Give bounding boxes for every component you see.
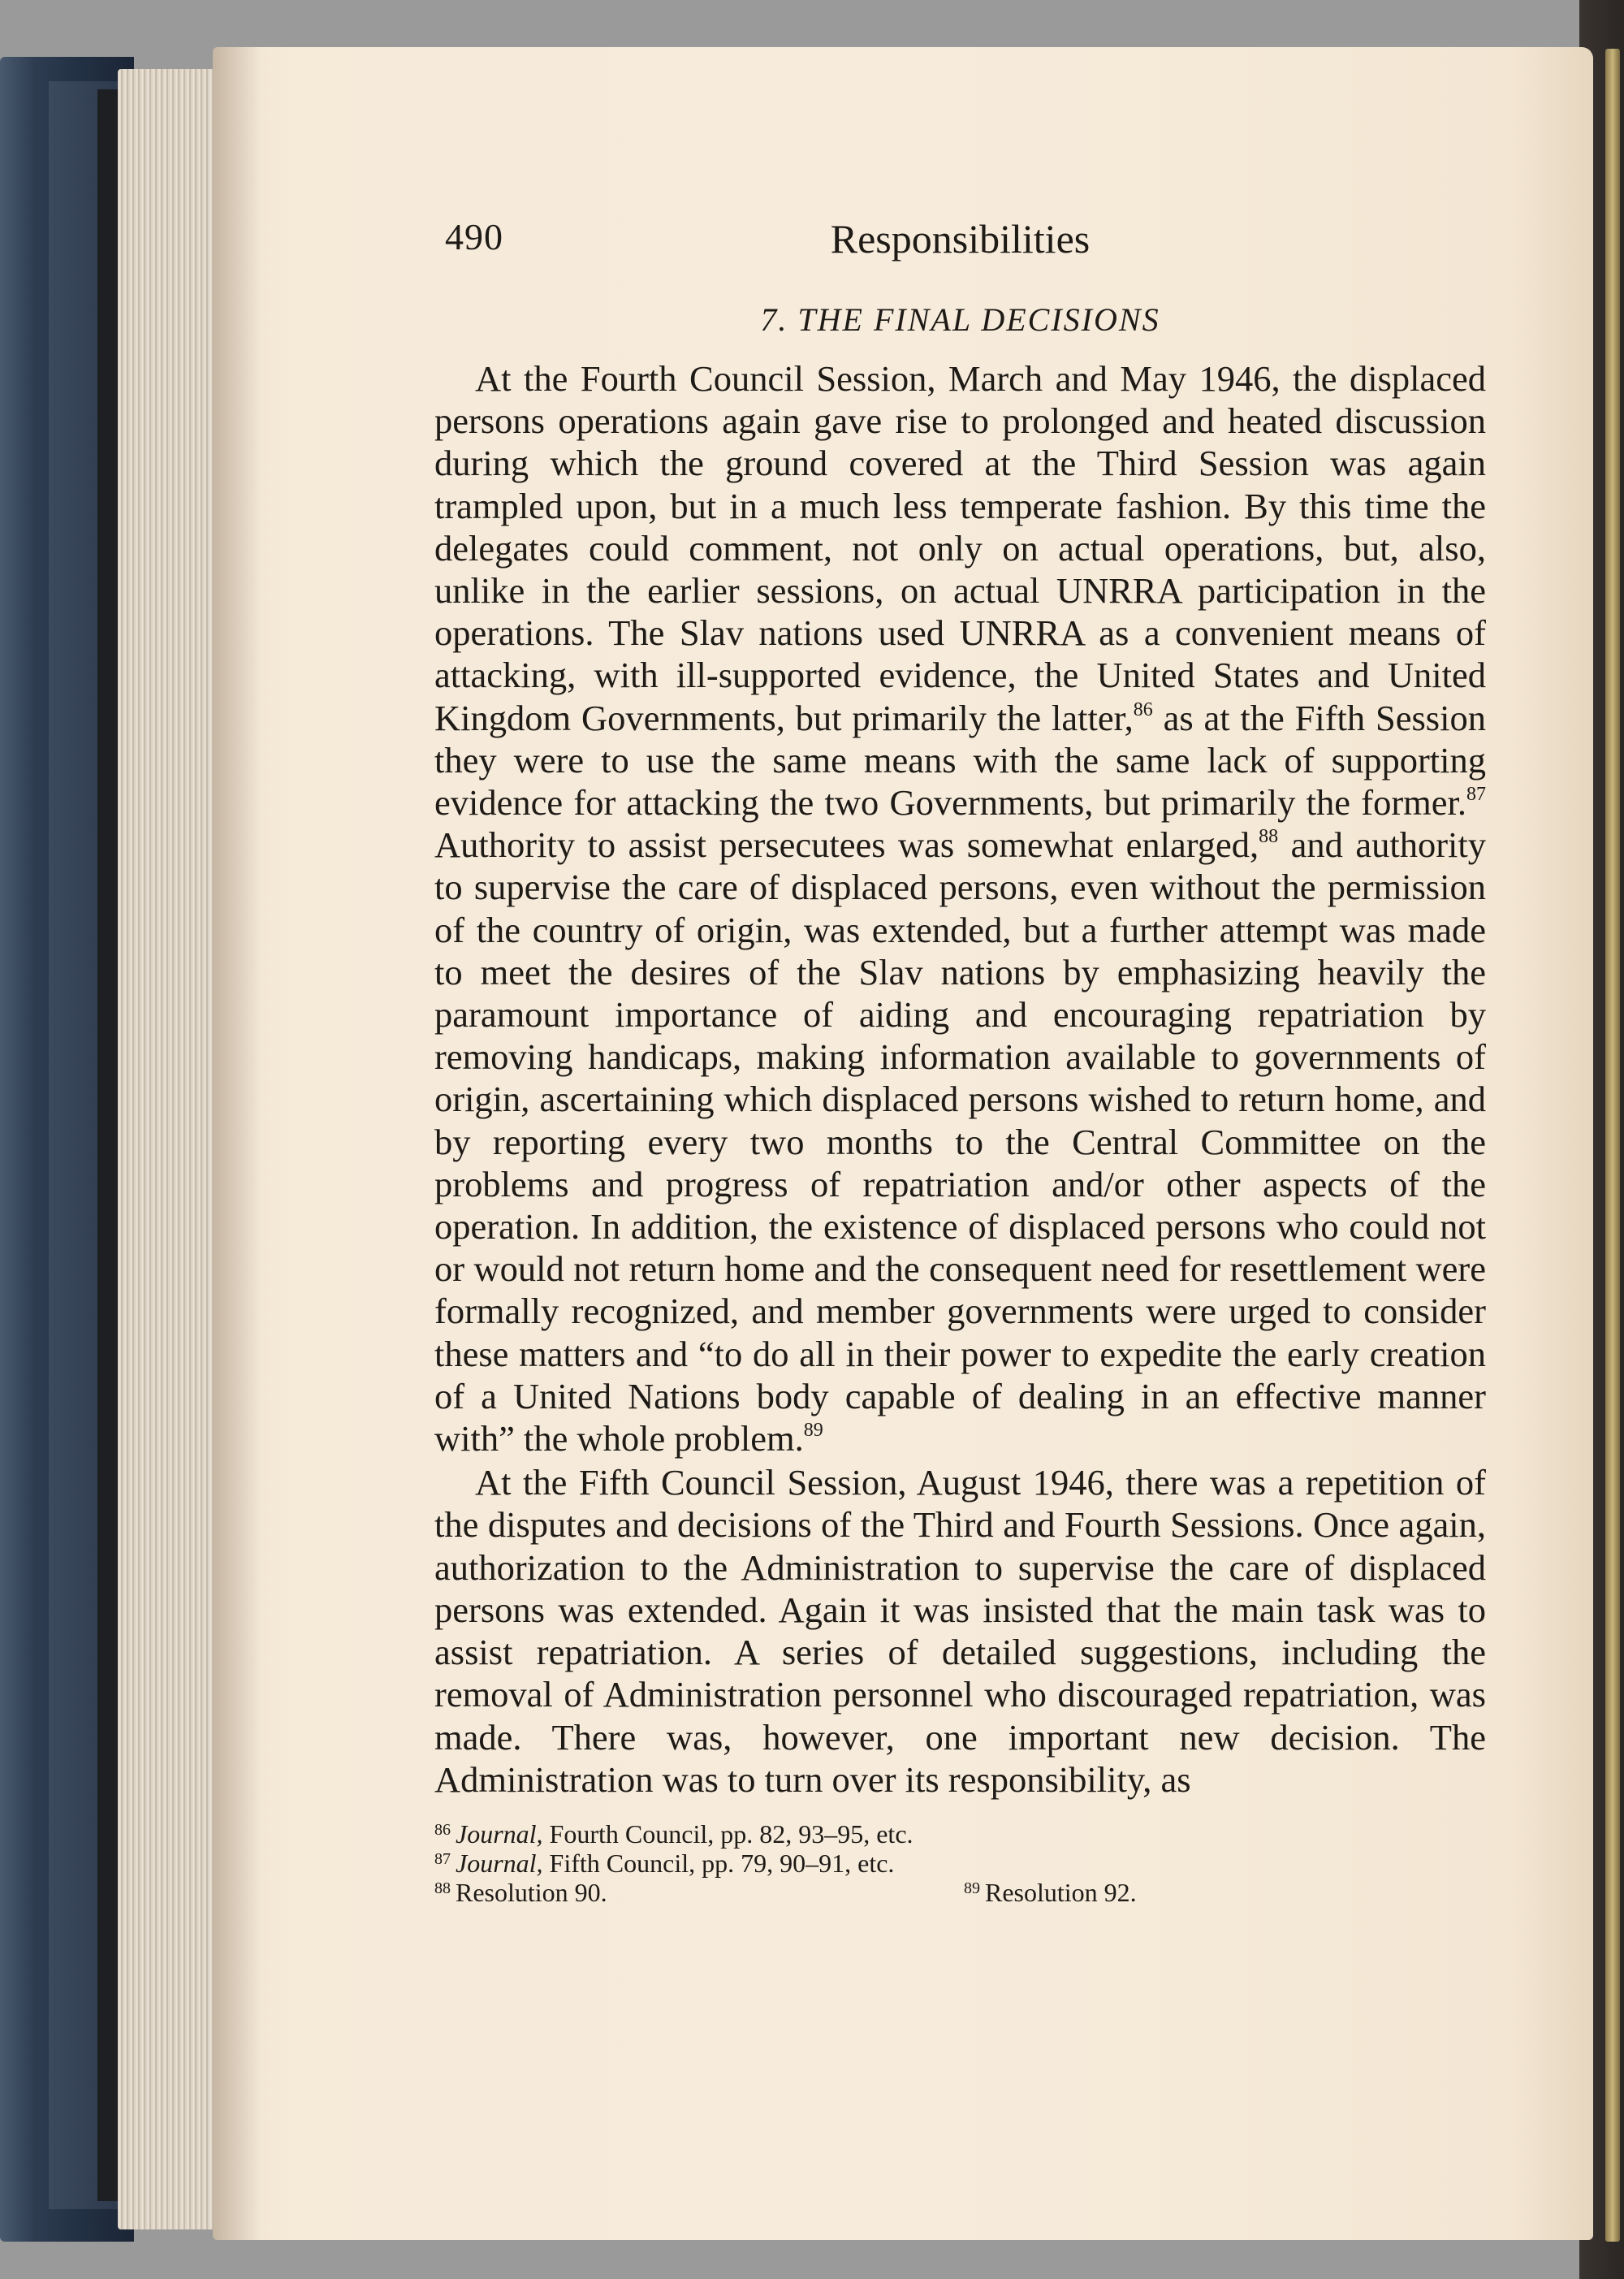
footnote-number: 89 <box>964 1879 980 1897</box>
section-title: 7. THE FINAL DECISIONS <box>760 301 1160 338</box>
footnote-ref: 87 <box>1466 784 1486 806</box>
footnote-number: 87 <box>434 1850 451 1868</box>
page-header <box>434 215 1486 272</box>
running-head: Responsibilities <box>830 216 1091 262</box>
footnote-text: Fifth Council, pp. 79, 90–91, etc. <box>542 1849 895 1878</box>
gutter-shadow <box>213 47 261 2240</box>
text-run: as at the Fifth Session they were to use the same means with the same lack of supporting evidence for attacking the two Governments, but primarily the former. <box>434 697 1486 824</box>
footnote-text: Resolution 92. <box>985 1878 1137 1907</box>
footnote-89 <box>964 1874 1137 1907</box>
footnote-88-89-line <box>434 1874 1486 1907</box>
text-run: At the Fourth Council Session, March and May 1946, the displaced persons operations again gave rise to prolonged and heated discussion during which the ground covered at the Third Session was again trampled upon, but in a much less temperate fashion. By this time the delegates could comment, not only on actual operations, but, also, unlike in the earlier sessions, on actual UNRRA participation in the operations. The Slav nations used UNRRA as a convenient means of attacking, with ill-supported evidence, the United States and United Kingdom Governments, but primarily the latter, <box>434 358 1486 738</box>
footnote-ref: 89 <box>803 1420 823 1442</box>
footnote-text: Resolution 90. <box>456 1878 607 1907</box>
text-run: At the Fifth Council Session, August 1946, there was a repetition of the disputes and decisions of the Third and Fourth Sessions. Once again, authorization to the Administration to supervise the care of displaced persons was extended. Again it was insisted that the main task was to assist repatriation. A series of detailed suggestions, including the removal of Administration personnel who discouraged repatriation, was made. There was, however, one important new decision. The Administration was to turn over its responsibility, as <box>434 1462 1486 1800</box>
paragraph <box>434 357 1486 1460</box>
footnote-87 <box>434 1844 1486 1878</box>
page-number: 490 <box>445 216 503 257</box>
footnote-ref: 86 <box>1133 698 1153 720</box>
text-run: and authority to supervise the care of displaced persons, even without the permission of the country of origin, was extended, but a further attempt was made to meet the desires of the Slav nations by emphasizing heavily the paramount importance of aiding and encouraging repatriation by removing handicaps, making information available to governments of origin, ascertaining which displaced persons wished to return home, and by reporting every two months to the Central Committee on the problems and progress of repatriation and/or other aspects of the operation. In addition, the existence of displaced persons who could not or would not return home and the consequent need for resettlement were formally recognized, and member governments were urged to consider these matters and “to do all in their power to expedite the early creation of a United Nations body capable of dealing in an effective manner with” the whole problem. <box>434 824 1486 1460</box>
footnote-number: 86 <box>434 1821 451 1839</box>
footnote-text: Fourth Council, pp. 82, 93–95, etc. <box>542 1819 914 1849</box>
facing-page-edge <box>1605 49 1620 2242</box>
text-run: Authority to assist persecutees was somewhat enlarged, <box>434 824 1259 866</box>
footnote-86 <box>434 1815 1486 1849</box>
footnotes <box>434 1815 1486 1907</box>
body-text <box>434 357 1486 1801</box>
footnote-source: Journal, <box>456 1849 543 1878</box>
page-edges <box>118 69 219 2229</box>
footnote-ref: 88 <box>1259 826 1279 848</box>
footnote-source: Journal, <box>456 1819 543 1849</box>
footnote-88 <box>434 1878 607 1907</box>
paragraph <box>434 1461 1486 1801</box>
footnote-number: 88 <box>434 1879 451 1897</box>
